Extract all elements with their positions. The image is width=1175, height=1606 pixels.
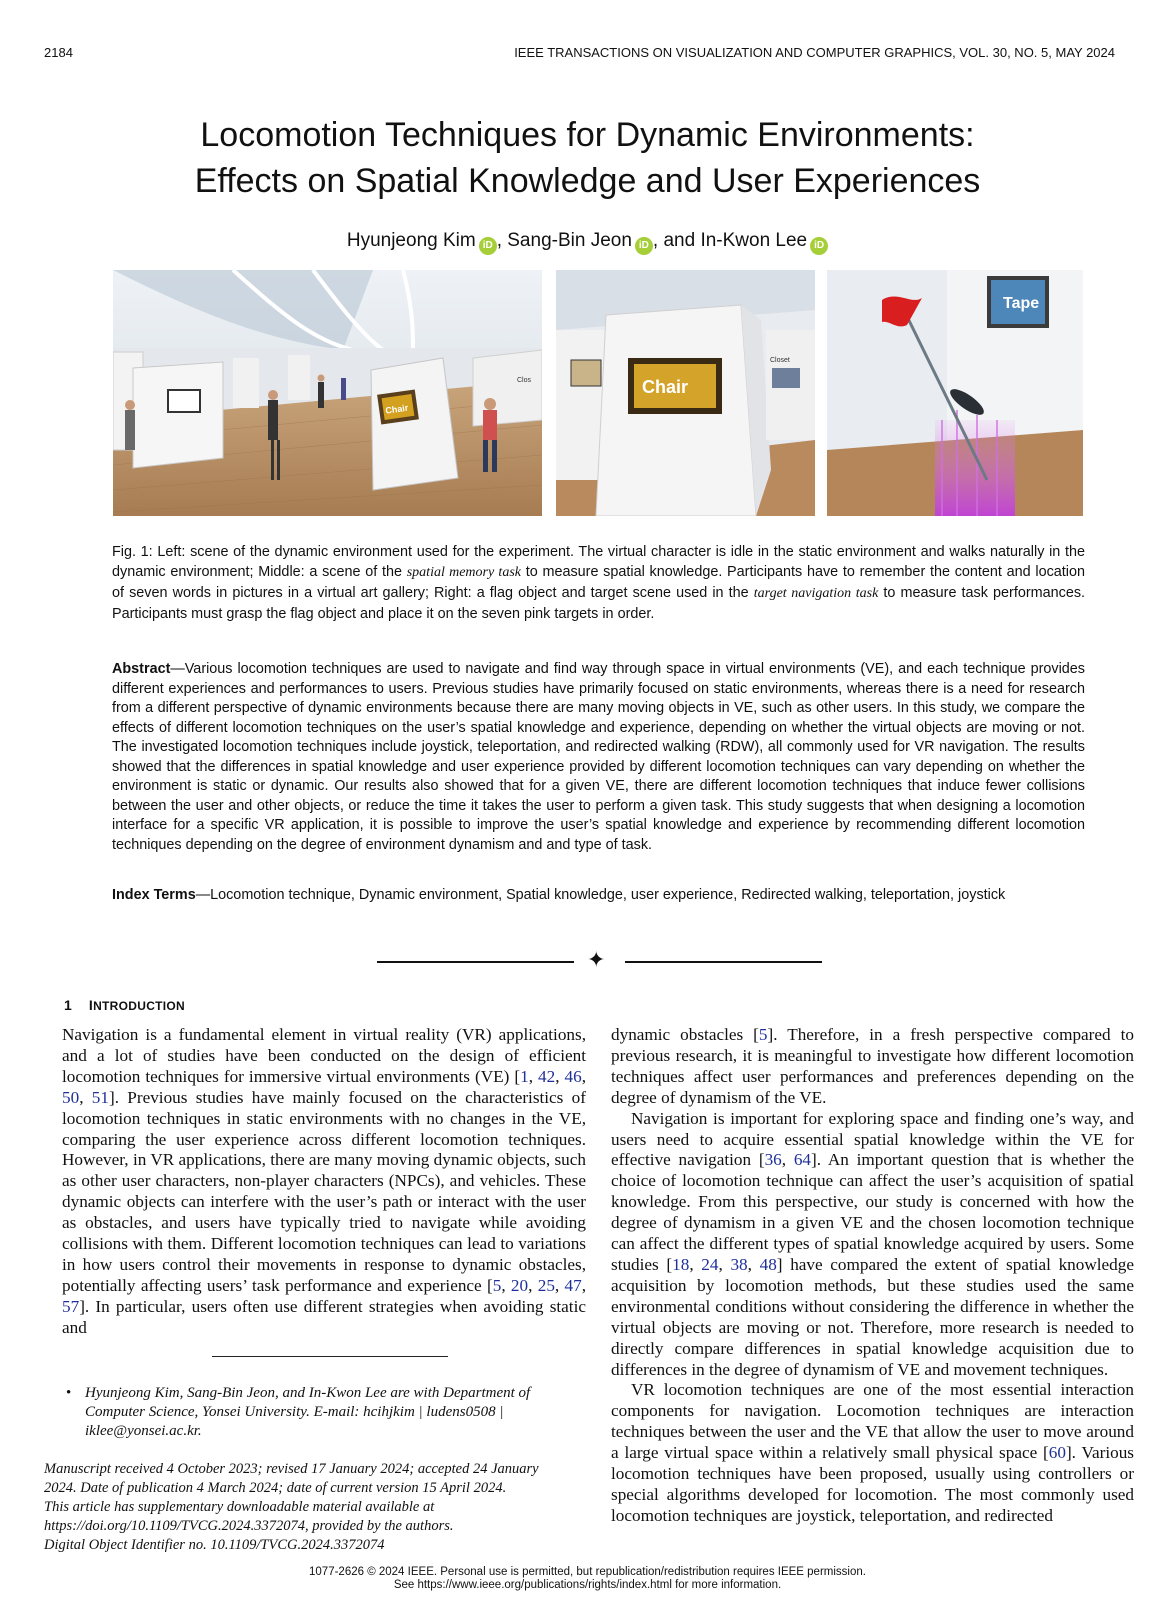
divider-line-left (377, 961, 574, 963)
author-list (0, 229, 1175, 255)
affiliation-text: Hyunjeong Kim, Sang-Bin Jeon, and In-Kwon Lee are with Department of Computer Science, Yonsei University. E-mail: hcihjkim | ludens0508 | iklee@yonsei.ac.kr. (85, 1385, 531, 1439)
figure-panel-left (113, 270, 542, 516)
index-terms-label: Index Terms (112, 887, 196, 903)
abstract (112, 660, 1085, 855)
body-column-right (611, 1025, 1134, 1527)
author-jeon: , Sang-Bin Jeon (496, 230, 632, 251)
citation-link[interactable]: 1 (520, 1066, 529, 1086)
body-text: ]. In particular, users often use different strategies when avoiding static and (62, 1296, 586, 1337)
divider-line-right (625, 961, 822, 963)
body-text: ]. Previous studies have mainly focused on the characteristics of locomotion techniques in static environments with no changes in the VE, comparing the user experience across different locomotion techniques. However, in VR applications, there are many moving dynamic objects, such as other user characters, non-player characters (NPCs), and vehicles. These dynamic objects can interfere with the user’s path or interact with the user as obstacles, and users have typically tried to navigate while avoiding collisions with them. Different locomotion techniques can lead to variations in how users control their movements in response to dynamic obstacles, potentially affecting users’ task performance and experience [ (62, 1087, 586, 1295)
orcid-icon[interactable]: iD (479, 237, 497, 255)
spatial-memory-scene-image (556, 270, 815, 516)
figure-panel-right (827, 270, 1083, 516)
left-closet-sign: Clos (517, 377, 532, 384)
manuscript-line: This article has supplementary downloadable material available at (44, 1499, 435, 1515)
caption-text-2: to measure spatial knowledge. Participants have to remember the content and location of seven words in pictures in a virtual art gallery; Right: a flag object and target scene used in the (112, 564, 1085, 601)
gallery-dynamic-scene-image (113, 270, 542, 516)
citation-link[interactable]: 5 (758, 1025, 768, 1044)
caption-emphasis-1: spatial memory task (406, 565, 521, 580)
manuscript-info (44, 1460, 584, 1555)
left-chair-sign: Chair (384, 402, 409, 416)
index-terms (112, 886, 1085, 906)
citation-link[interactable]: 42 (538, 1066, 556, 1086)
body-column-left (62, 1025, 586, 1339)
author-lee: , and In-Kwon Lee (652, 230, 808, 251)
citation-link[interactable]: 48 (759, 1254, 777, 1274)
copyright-footer (0, 1566, 1175, 1592)
page-number: 2184 (44, 45, 73, 60)
citation-link[interactable]: 38 (730, 1254, 748, 1274)
right-tape-sign: Tape (1003, 295, 1040, 312)
title-line-2: Effects on Spatial Knowledge and User Experiences (194, 162, 981, 200)
orcid-icon[interactable]: iD (810, 237, 828, 255)
citation-link[interactable]: 25 (537, 1275, 555, 1295)
body-text: ]. Various locomotion techniques have been proposed, usually using controllers or special algorithms developed for locomotion. The most commonly used locomotion techniques are joystick, teleportation, and redirected (611, 1443, 1134, 1525)
orcid-icon[interactable]: iD (635, 237, 653, 255)
abstract-text: —Various locomotion techniques are used to navigate and find way through space in virtual environments (VE), and each technique provides different experiences and performances to users. Previous studies have primarily focused on static environments, whereas there is a need for research from a different perspective of dynamic environments because there are many moving objects in VE, such as other users. In this study, we compare the effects of different locomotion techniques on the user’s spatial knowledge and experience, depending on whether the virtual objects are moving or not. The investigated locomotion techniques include joystick, teleportation, and redirected walking (RDW), all commonly used for VR navigation. The results showed that the differences in spatial knowledge and user experience provided by different locomotion techniques can vary depending on whether the environment is static or dynamic. Our results also showed that for a given VE, there are different locomotion techniques that induce fewer collisions between the user and other objects, or reduce the time it takes the user to perform a given task. This study suggests that when designing a locomotion interface for a specific VR application, it is possible to improve the user’s spatial knowledge and experience by recommending different locomotion techniques depending on the degree of environment dynamism and and type of task. (112, 661, 1085, 853)
citation-link[interactable]: 20 (510, 1275, 529, 1295)
citation-link[interactable]: 51 (91, 1087, 109, 1107)
intro-paragraph-1: Navigation is a fundamental element in virtual reality (VR) applications, and a lot of studies have been conducted on the design of efficient locomotion techniques for immersive virtual environments (VE) [1, 42, 46, 50, 51]. Previous studies have mainly focused on the characteristics of locomotion techniques in static environments with no changes in the VE, comparing the user experience across different locomotion techniques. However, in VR applications, there are many moving dynamic objects, such as other user characters, non-player characters (NPCs), and vehicles. These dynamic objects can interfere with the user’s path or interact with the user as obstacles, and users have typically tried to navigate while avoiding collisions with them. Different locomotion techniques can lead to variations in how users control their movements in response to dynamic obstacles, potentially affecting users’ task performance and experience [5, 20, 25, 47, 57]. In particular, users often use different strategies when avoiding static and (62, 1025, 587, 1337)
abstract-label: Abstract (112, 661, 171, 677)
section-divider (377, 947, 822, 974)
body-text: Navigation is important for exploring space and finding one’s way, and users need to acquire essential spatial knowledge within the VE for effective navigation [ (611, 1108, 1134, 1170)
section-heading (64, 997, 185, 1013)
doi-link[interactable]: https://doi.org/10.1109/TVCG.2024.3372074, provided by the authors. (44, 1518, 454, 1534)
citation-link[interactable]: 46 (564, 1066, 582, 1086)
title-line-1: Locomotion Techniques for Dynamic Environments: (200, 116, 975, 154)
citation-link[interactable]: 24 (701, 1254, 719, 1274)
star-divider-icon: ✦ (587, 947, 606, 972)
manuscript-line: Manuscript received 4 October 2023; revised 17 January 2024; accepted 24 January (44, 1461, 539, 1477)
manuscript-line: 2024. Date of publication 4 March 2024; date of current version 15 April 2024. (44, 1480, 507, 1496)
body-text: ]. Therefore, in a fresh perspective compared to previous research, it is meaningful to investigate how different locomotion techniques affect user performances and preferences depending on the degree of dynamism of the VE. (611, 1025, 1134, 1107)
body-text: Navigation is a fundamental element in virtual reality (VR) applications, and a lot of studies have been conducted on the design of efficient locomotion techniques for immersive virtual environments (VE) [ (62, 1025, 586, 1086)
index-terms-text: —Locomotion technique, Dynamic environment, Spatial knowledge, user experience, Redirected walking, teleportation, joystick (195, 887, 1006, 903)
journal-name: IEEE TRANSACTIONS ON VISUALIZATION AND COMPUTER GRAPHICS, VOL. 30, NO. 5, MAY 2024 (514, 45, 1115, 60)
author-kim: Hyunjeong Kim (346, 230, 476, 251)
section-title-initial: I (88, 997, 94, 1013)
body-text: VR locomotion techniques are one of the most essential interaction components for navigation. Locomotion techniques are interaction techniques between the user and the VE that allow the user to move around a large virtual space within a relatively small physical space [ (611, 1380, 1134, 1463)
citation-link[interactable]: 36 (764, 1150, 782, 1170)
digital-object-identifier: Digital Object Identifier no. 10.1109/TVCG.2024.3372074 (44, 1537, 385, 1553)
citation-link[interactable]: 57 (62, 1296, 80, 1316)
caption-text-1: Fig. 1: Left: scene of the dynamic environment used for the experiment. The virtual character is idle in the static environment and walks naturally in the dynamic environment; Middle: a scene of the (112, 544, 1085, 580)
caption-emphasis-2: target navigation task (753, 586, 879, 601)
citation-link[interactable]: 60 (1048, 1443, 1066, 1463)
footnote-rule (212, 1356, 448, 1357)
running-header (44, 45, 1115, 65)
copyright-line: 1077-2626 © 2024 IEEE. Personal use is permitted, but republication/redistribution requires IEEE permission. (309, 1566, 866, 1578)
citation-link[interactable]: 47 (564, 1275, 582, 1295)
body-text: dynamic obstacles [ (611, 1025, 759, 1044)
target-navigation-scene-image (827, 270, 1083, 516)
bullet-icon: • (66, 1385, 72, 1401)
citation-link[interactable]: 64 (793, 1150, 811, 1170)
body-text: ] have compared the extent of spatial knowledge acquisition by locomotion methods, but these studies used the same environmental conditions without considering the difference in whether the virtual objects are moving or not. Therefore, more research is needed to directly compare differences in spatial knowledge acquisition due to differences in the degree of dynamism of VE and movement techniques. (611, 1254, 1134, 1379)
section-title-rest: NTRODUCTION (93, 999, 186, 1013)
intro-paragraph-4 (611, 1380, 1134, 1526)
section-number: 1 (64, 997, 73, 1013)
middle-chair-sign: Chair (642, 377, 689, 397)
citation-link[interactable]: 5 (492, 1275, 502, 1295)
paper-title (0, 112, 1175, 204)
figure-panel-middle (556, 270, 815, 516)
figure-caption (112, 542, 1085, 624)
caption-text-3: to measure task performances. Participants must grasp the flag object and place it on the seven pink targets in order. (112, 585, 1086, 622)
body-text: ]. An important question that is whether the choice of locomotion technique can affect the user’s acquisition of spatial knowledge. From this perspective, our study is concerned with how the degree of dynamism in a given VE and the chosen locomotion technique can affect the different types of spatial knowledge acquired by users. Some studies [ (611, 1150, 1134, 1274)
citation-link[interactable]: 50 (62, 1087, 80, 1107)
intro-paragraph-3: Navigation is important for exploring space and finding one’s way, and users need to acquire essential spatial knowledge within the VE for effective navigation [36, 64]. An important question that is whether the choice of locomotion technique can affect the user’s acquisition of spatial knowledge. From this perspective, our study is concerned with how the degree of dynamism in a given VE and the chosen locomotion technique can affect the different types of spatial knowledge acquired by users. Some studies [18, 24, 38, 48] have compared the extent of spatial knowledge acquisition by locomotion methods, but these studies used the same environmental conditions without considering the difference in whether the virtual objects are moving or not. Therefore, more research is needed to directly compare differences in spatial knowledge acquisition due to differences in the degree of dynamism of VE and movement techniques. (611, 1108, 1134, 1379)
permissions-link[interactable]: See https://www.ieee.org/publications/rights/index.html for more information. (393, 1579, 782, 1591)
intro-paragraph-2 (611, 1025, 1134, 1109)
citation-link[interactable]: 18 (672, 1254, 690, 1274)
affiliation-footnote (66, 1384, 586, 1441)
middle-closet-sign: Closet (770, 357, 790, 364)
